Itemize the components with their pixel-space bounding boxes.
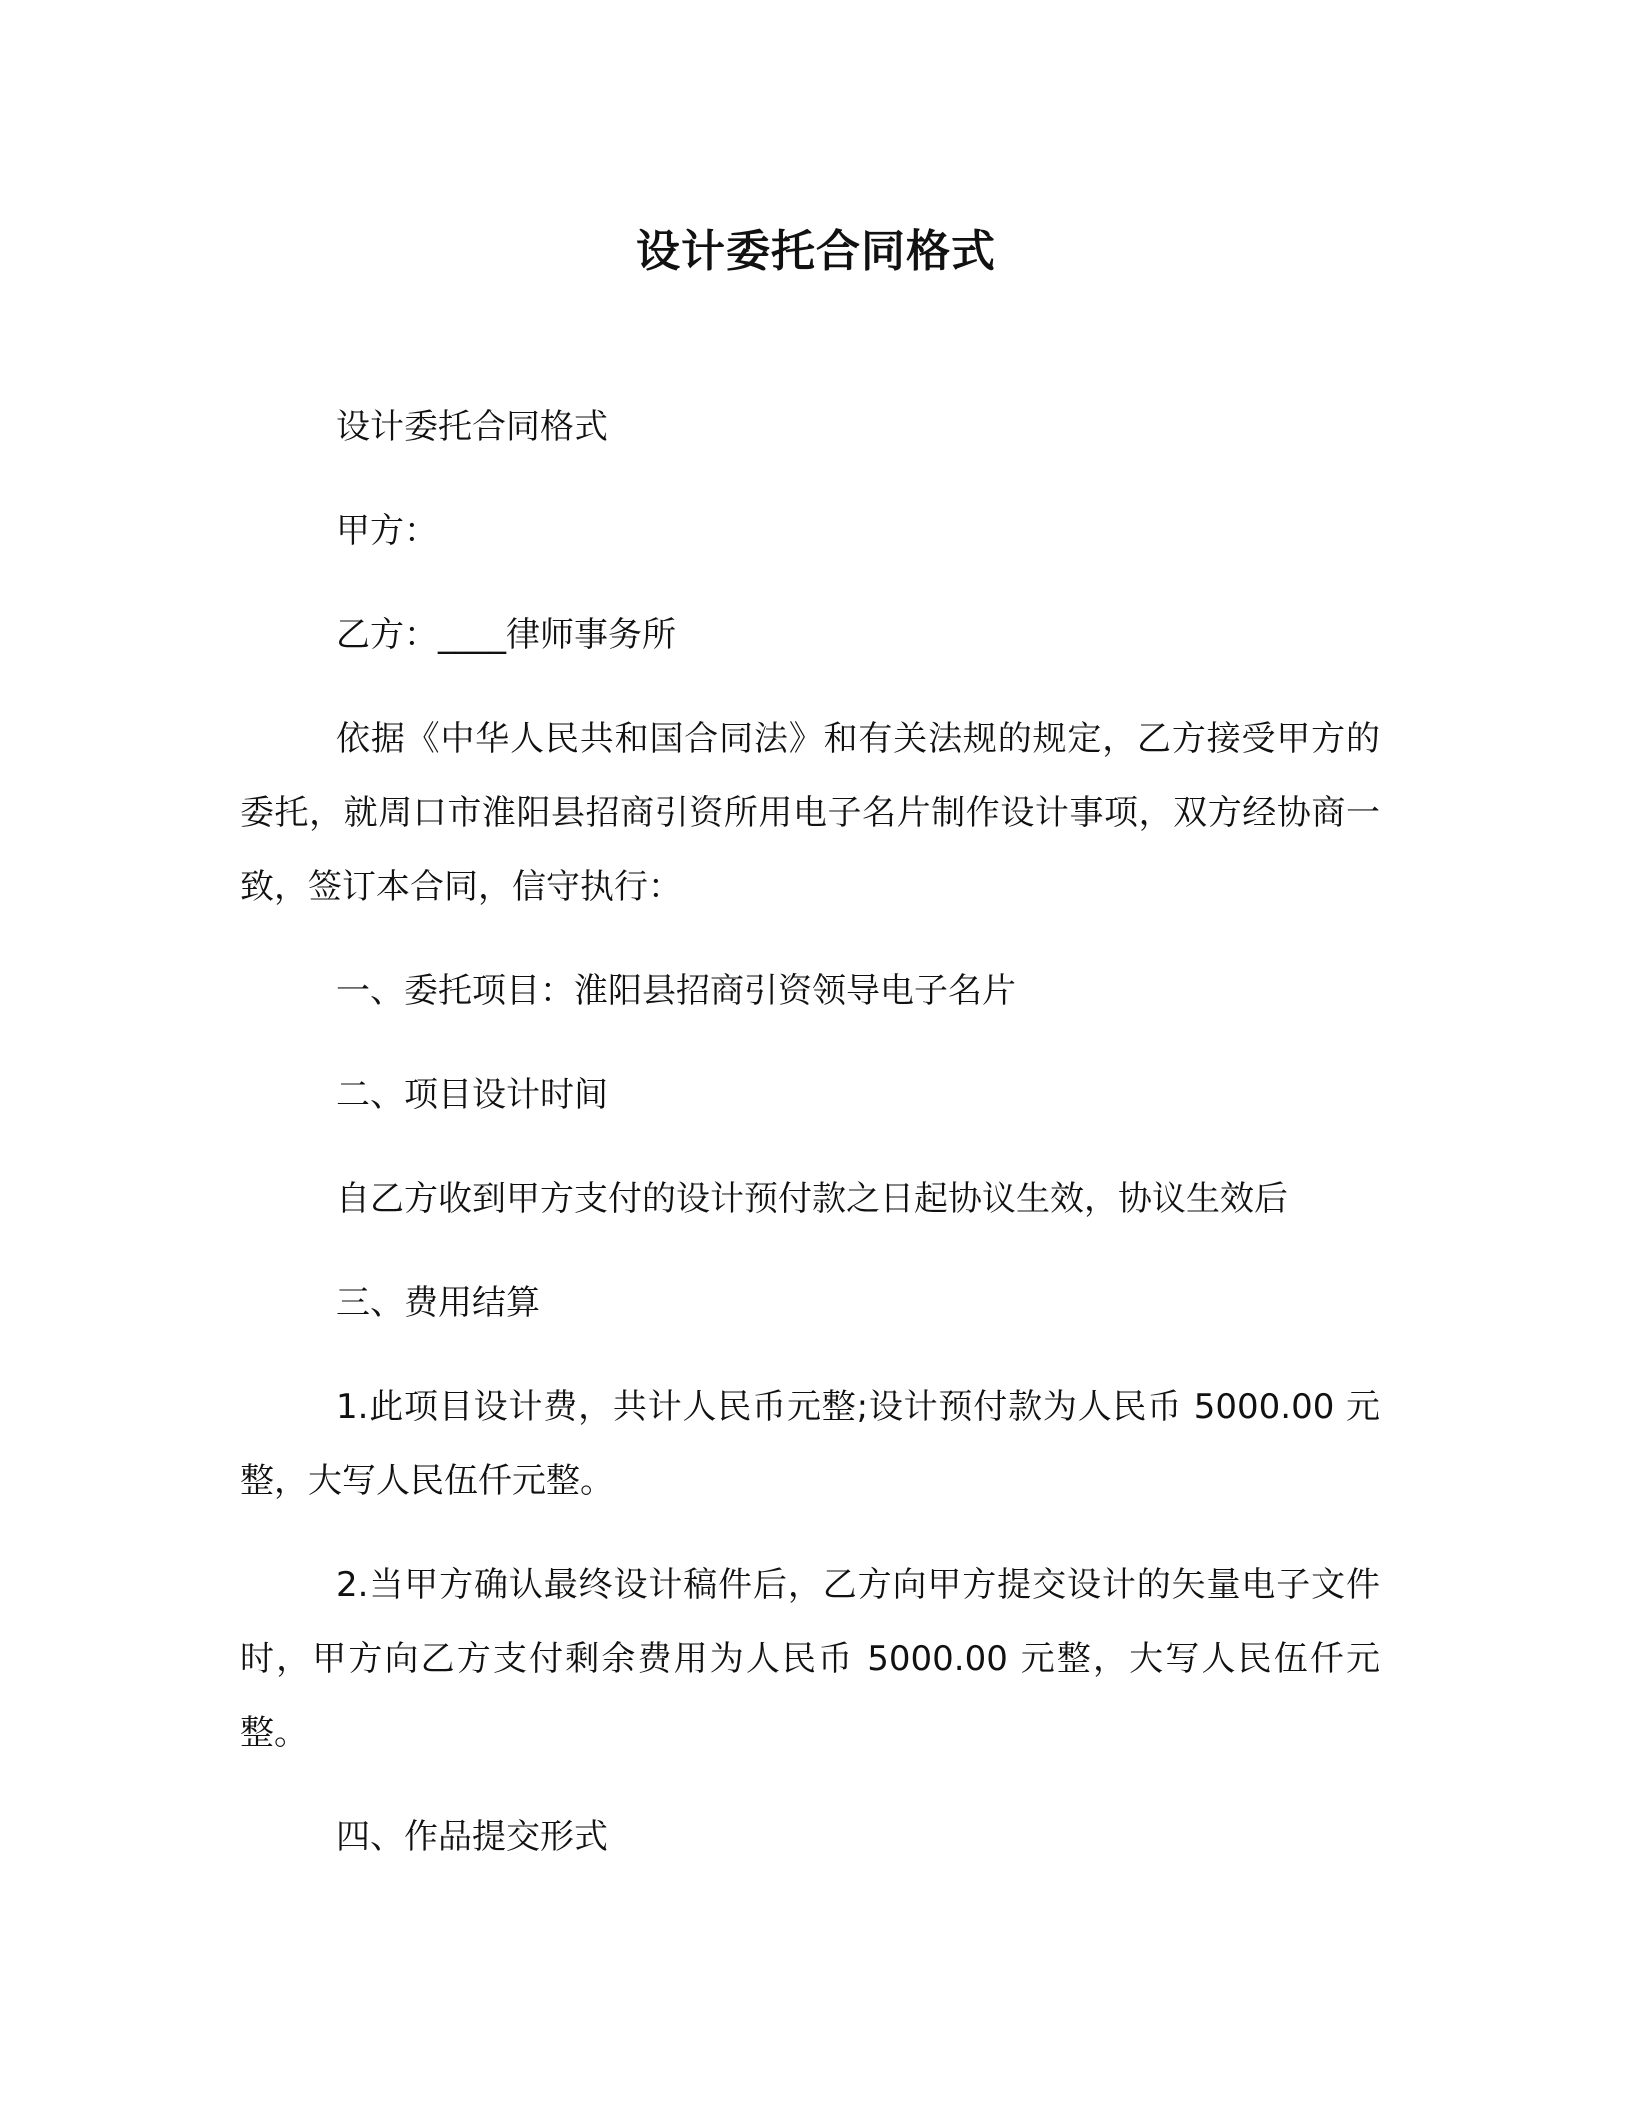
paragraph-section-3-item-1: 1.此项目设计费，共计人民币元整;设计预付款为人民币 5000.00 元整，大写人民伍仟元整。 bbox=[240, 1387, 1380, 1501]
paragraph-section-3: 三、费用结算 bbox=[336, 1283, 540, 1323]
paragraph-section-4: 四、作品提交形式 bbox=[336, 1817, 608, 1857]
paragraph-section-3-item-2: 2.当甲方确认最终设计稿件后，乙方向甲方提交设计的矢量电子文件时，甲方向乙方支付剩余费用为人民币 5000.00 元整，大写人民伍仟元整。 bbox=[240, 1565, 1380, 1753]
paragraph-party-a: 甲方： bbox=[336, 511, 438, 551]
paragraph-preamble: 依据《中华人民共和国合同法》和有关法规的规定，乙方接受甲方的委托，就周口市淮阳县招商引资所用电子名片制作设计事项，双方经协商一致，签订本合同，信守执行： bbox=[240, 719, 1380, 907]
paragraph-section-1: 一、委托项目：淮阳县招商引资领导电子名片 bbox=[336, 971, 1016, 1011]
paragraph-heading: 设计委托合同格式 bbox=[336, 407, 608, 447]
document-title: 设计委托合同格式 bbox=[636, 226, 996, 277]
paragraph-party-b: 乙方：____律师事务所 bbox=[336, 615, 676, 655]
document-body bbox=[240, 390, 1380, 1904]
paragraph-section-2: 二、项目设计时间 bbox=[336, 1075, 608, 1115]
paragraph-section-2-body: 自乙方收到甲方支付的设计预付款之日起协议生效，协议生效后 bbox=[336, 1179, 1288, 1219]
